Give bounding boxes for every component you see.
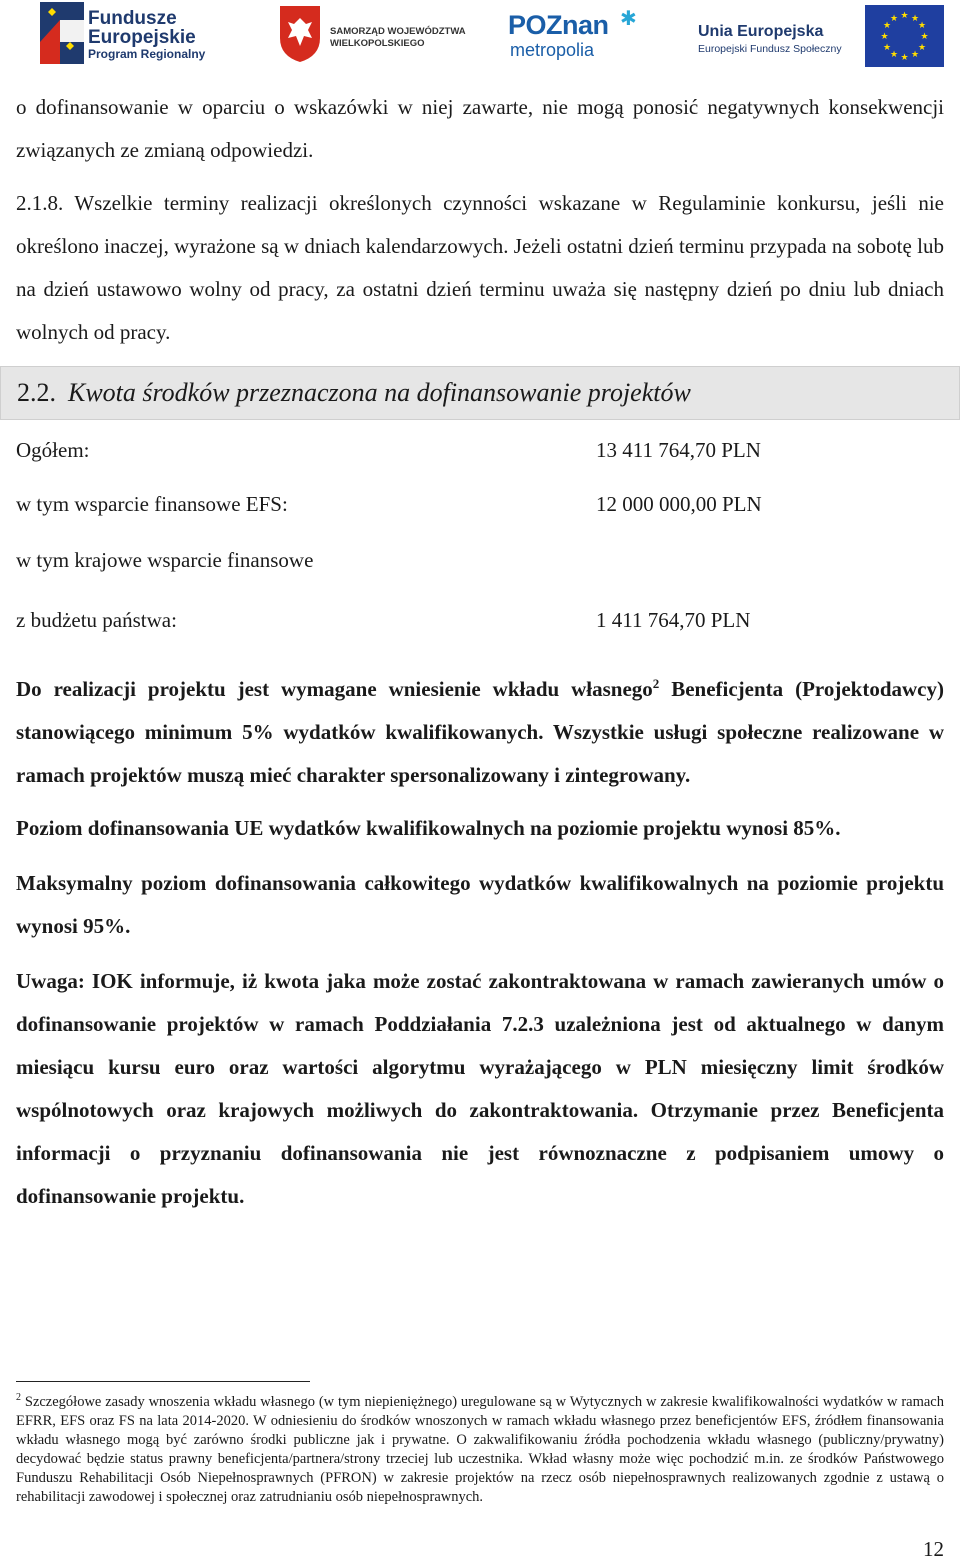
svg-text:★: ★ [889, 14, 899, 24]
ue-logo-line2: Europejski Fundusz Społeczny [698, 43, 842, 55]
footnote-mark: 2 [16, 1392, 21, 1404]
eu-flag-icon [865, 5, 944, 67]
paragraph-intro: o dofinansowanie w oparciu o wskazówki w niej zawarte, nie mogą ponosić negatywnych konsekwencji związanych ze zmianą odpowiedzi. [16, 95, 944, 162]
footnote-reference: 2 [652, 676, 660, 691]
footnote-text: Szczegółowe zasady wnoszenia wkładu własnego (w tym niepieniężnego) uregulowane są w Wytycznych w zakresie kwalifikowalności wydatków w ramach EFRR, EFS oraz FS na lata 2014-2020. W odniesieniu do środków wnoszonych w ramach wkładu własnego przez beneficjentów EFS, źródłem finansowania wkładu własnego mogą być zarówno środki publiczne jak i prywatne. O zakwalifikowaniu źródła pochodzenia wkładu własnego (publiczny/prywatny) decydować będzie status prawny beneficjenta/partnera/strony trzeciej lub uczestnika. Wkład własny może więc pochodzić m.in. ze środków Państwowego Funduszu Rehabilitacji Osób Niepełnosprawnych (PFRON) w zakresie projektów na rzecz osób niepełnosprawnych realizowanych zgodnie z ustawą o rehabilitacji zawodowej i społecznej oraz zatrudnianiu osób niepełnosprawnych. [16, 1394, 944, 1505]
poznan-metropolia-logo [508, 2, 643, 68]
pm-logo-line2: metropolia [510, 40, 595, 60]
svg-text:★: ★ [889, 50, 899, 60]
svg-text:★: ★ [900, 53, 909, 63]
unia-europejska-logo [692, 2, 944, 68]
svg-text:★: ★ [910, 50, 920, 60]
fe-logo-line1: Fundusze [88, 8, 177, 29]
national-support-label: w tym krajowe wsparcie finansowe [16, 548, 314, 572]
svg-text:★: ★ [880, 32, 889, 42]
fe-logo-line3: Program Regionalny [88, 47, 206, 61]
svg-text:★: ★ [917, 21, 927, 31]
notice-paragraph: Uwaga: IOK informuje, iż kwota jaka może zostać zakontraktowana w ramach zawieranych umów o dofinansowanie projektów w ramach Poddziałania 7.2.3 uzależniona jest od aktualnego w danym miesiącu kursu euro oraz wartości algorytmu wyrażającego w PLN miesięczny limit środków wspólnotowych oraz krajowych możliwych do zakontraktowania. Otrzymanie przez Beneficjenta informacji o przyznaniu dofinansowania nie jest równoznaczne z podpisaniem umowy o dofinansowanie projektu. [16, 969, 944, 1208]
ue-logo-line1: Unia Europejska [698, 23, 824, 40]
state-budget-value: 1 411 764,70 PLN [596, 608, 751, 632]
funds-table [16, 422, 944, 658]
footnote-separator [16, 1381, 310, 1382]
section-heading [0, 366, 960, 420]
own-contribution-paragraph [16, 668, 944, 797]
section-title: Kwota środków przeznaczona na dofinansowanie projektów [68, 378, 691, 407]
eu-cofinancing-paragraph: Poziom dofinansowania UE wydatków kwalifikowalnych na poziomie projektu wynosi 85%. [16, 816, 841, 840]
svg-text:★: ★ [900, 11, 909, 21]
svg-text:★: ★ [917, 43, 927, 53]
own-contribution-text: Do realizacji projektu jest wymagane wniesienie wkładu własnego [16, 677, 653, 701]
sw-logo-line2: WIELKOPOLSKIEGO [330, 38, 425, 49]
efs-label: w tym wsparcie finansowe EFS: [16, 492, 288, 516]
paragraph-2-1-8: 2.1.8. Wszelkie terminy realizacji określonych czynności wskazane w Regulaminie konkursu, jeśli nie określono inaczej, wyrażone są w dniach kalendarzowych. Jeżeli ostatni dzień terminu przypada na sobotę lub na dzień ustawowo wolny od pracy, za ostatni dzień terminu uważa się następny dzień po dniu lub dniach wolnych od pracy. [16, 191, 944, 344]
svg-text:★: ★ [910, 14, 920, 24]
fe-logo-line2: Europejskie [88, 27, 196, 48]
svg-text:★: ★ [920, 32, 929, 42]
state-budget-label: z budżetu państwa: [16, 608, 177, 632]
pm-logo-line1: POZnan [508, 10, 609, 40]
own-contribution-text-cont: Beneficjenta (Projektodawcy) stanowiącego minimum 5% wydatków kwalifikowanych. Wszystkie usługi społeczne realizowane w ramach projektów muszą mieć charakter spersonalizowany i zintegrowany. [16, 677, 944, 787]
logo-header [0, 0, 960, 72]
sw-logo-line1: SAMORZĄD WOJEWÓDZTWA [330, 26, 466, 37]
samorzad-wojewodztwa-logo [278, 2, 478, 68]
page-number: 12 [923, 1537, 944, 1561]
fundusze-europejskie-logo [40, 2, 235, 68]
total-label: Ogółem: [16, 438, 90, 462]
svg-text:★: ★ [882, 43, 892, 53]
total-value: 13 411 764,70 PLN [596, 438, 761, 462]
efs-value: 12 000 000,00 PLN [596, 492, 762, 516]
document-body [16, 86, 944, 1218]
svg-text:★: ★ [882, 21, 892, 31]
footnote [16, 1393, 944, 1507]
max-cofinancing-paragraph: Maksymalny poziom dofinansowania całkowitego wydatków kwalifikowalnych na poziomie projektu wynosi 95%. [16, 871, 944, 938]
coat-of-arms-icon [278, 4, 322, 64]
fundusze-europejskie-mark-icon [40, 2, 84, 64]
section-number: 2.2. [17, 378, 56, 407]
star-icon: ✱ [620, 8, 637, 30]
